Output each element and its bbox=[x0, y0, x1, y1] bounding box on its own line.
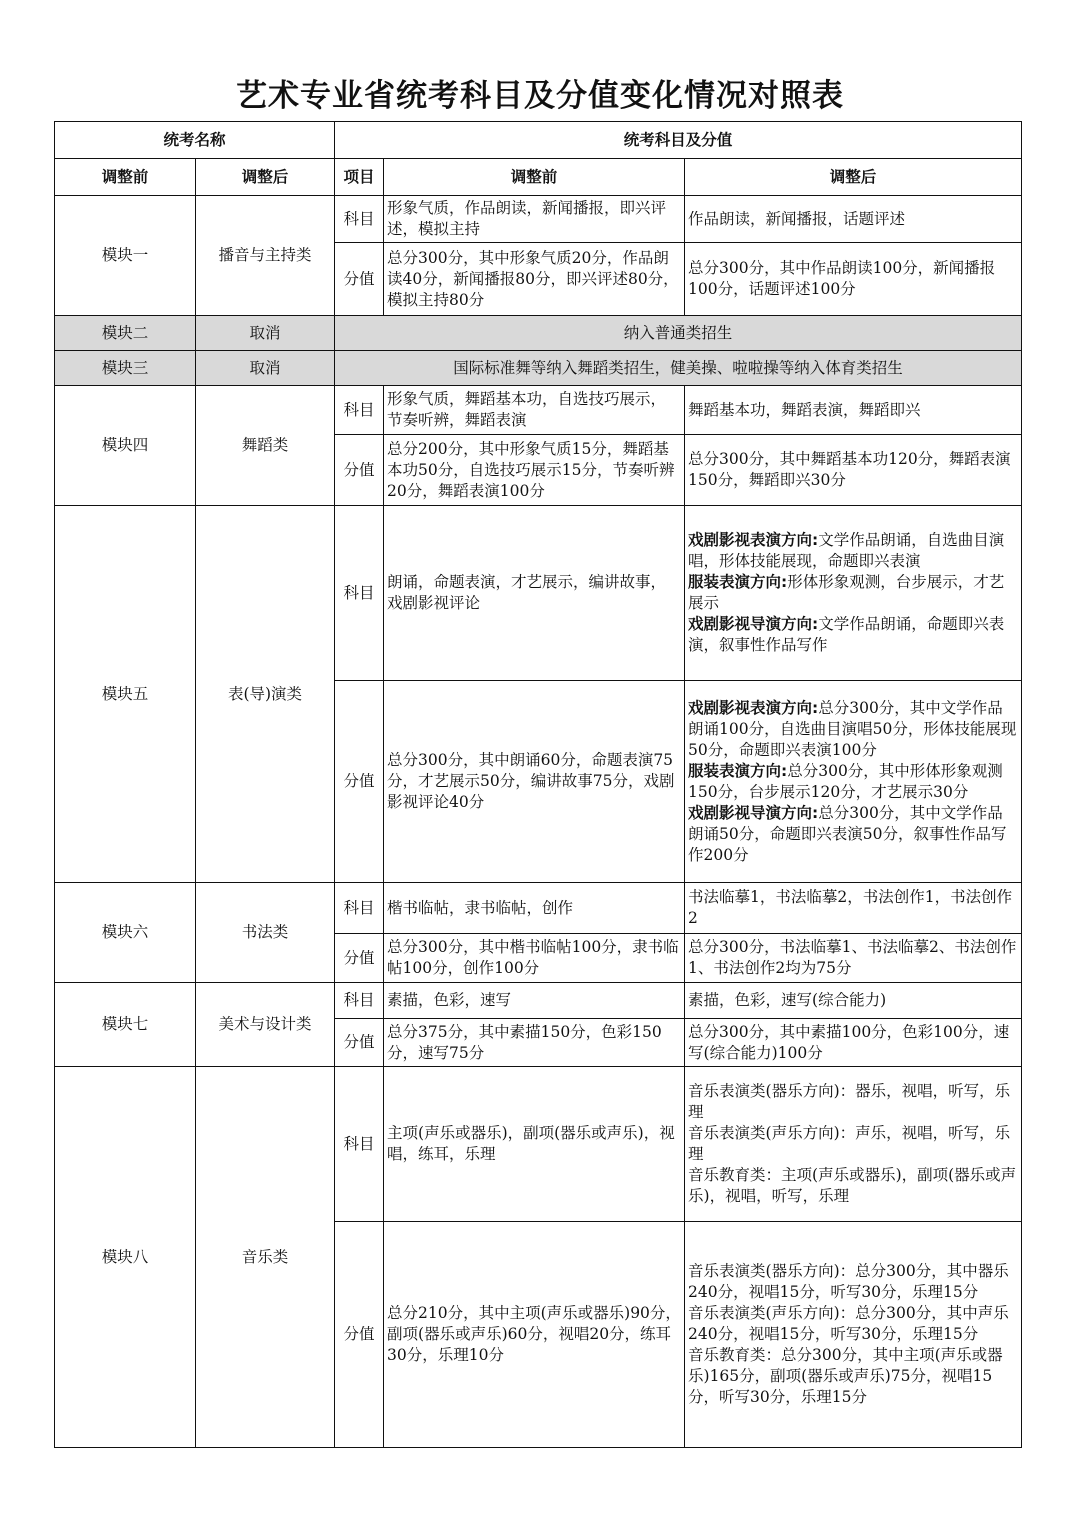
module-after: 音乐类 bbox=[196, 1067, 335, 1448]
comparison-table bbox=[54, 121, 1022, 1448]
table-row bbox=[55, 386, 1022, 435]
scores-before: 总分300分，其中楷书临帖100分，隶书临帖100分，创作100分 bbox=[384, 934, 685, 983]
module-after: 舞蹈类 bbox=[196, 386, 335, 506]
subjects-after bbox=[685, 506, 1022, 681]
subjects-after: 书法临摹1，书法临摹2，书法创作1，书法创作2 bbox=[685, 883, 1022, 934]
scores-before: 总分200分，其中形象气质15分，舞蹈基本功50分，自选技巧展示15分，节奏听辨20分，舞蹈表演100分 bbox=[384, 435, 685, 506]
header-after-2: 调整后 bbox=[685, 159, 1022, 196]
page-title: 艺术专业省统考科目及分值变化情况对照表 bbox=[236, 78, 844, 114]
subjects-after bbox=[685, 1067, 1022, 1222]
module-after: 取消 bbox=[196, 316, 335, 351]
table-row bbox=[55, 506, 1022, 681]
item-label: 分值 bbox=[335, 1019, 384, 1067]
subjects-after: 素描，色彩，速写(综合能力) bbox=[685, 983, 1022, 1019]
header-exam-name: 统考名称 bbox=[55, 122, 335, 159]
module-before: 模块四 bbox=[55, 386, 196, 506]
direction-text: 形体形象观测，台步展示，才艺展示 bbox=[688, 573, 1005, 612]
item-label: 科目 bbox=[335, 883, 384, 934]
header-before: 调整前 bbox=[55, 159, 196, 196]
module-before: 模块二 bbox=[55, 316, 196, 351]
scores-after: 总分300分，其中舞蹈基本功120分，舞蹈表演150分，舞蹈即兴30分 bbox=[685, 435, 1022, 506]
direction-label: 戏剧影视导演方向: bbox=[688, 615, 819, 633]
table-row bbox=[55, 1067, 1022, 1222]
direction-text: 总分300分，其中文学作品朗诵50分，命题即兴表演50分，叙事性作品写作200分 bbox=[688, 803, 1007, 864]
module-after: 美术与设计类 bbox=[196, 983, 335, 1067]
scores-before: 总分300分，其中朗诵60分，命题表演75分，才艺展示50分，编讲故事75分，戏剧影视评论40分 bbox=[384, 681, 685, 883]
subjects-before: 朗诵，命题表演，才艺展示，编讲故事，戏剧影视评论 bbox=[384, 506, 685, 681]
music-category-line: 音乐教育类：主项(声乐或器乐)，副项(器乐或声乐)，视唱，听写，乐理 bbox=[688, 1166, 1017, 1205]
music-category-line: 音乐教育类：总分300分，其中主项(声乐或器乐)165分，副项(器乐或声乐)75分，视唱15分，听写30分，乐理15分 bbox=[688, 1346, 1003, 1406]
table-row bbox=[55, 196, 1022, 243]
module-note: 国际标准舞等纳入舞蹈类招生，健美操、啦啦操等纳入体育类招生 bbox=[335, 351, 1022, 386]
table-row bbox=[55, 316, 1022, 351]
module-before: 模块八 bbox=[55, 1067, 196, 1448]
table-row bbox=[55, 983, 1022, 1019]
module-before: 模块三 bbox=[55, 351, 196, 386]
scores-before: 总分375分，其中素描150分，色彩150分，速写75分 bbox=[384, 1019, 685, 1067]
item-label: 科目 bbox=[335, 983, 384, 1019]
module-note: 纳入普通类招生 bbox=[335, 316, 1022, 351]
scores-after: 总分300分，书法临摹1、书法临摹2、书法创作1、书法创作2均为75分 bbox=[685, 934, 1022, 983]
item-label: 科目 bbox=[335, 1067, 384, 1222]
direction-text: 总分300分，其中文学作品朗诵100分，自选曲目演唱50分，形体技能展现50分，命题即兴表演100分 bbox=[688, 698, 1017, 759]
direction-label: 服装表演方向: bbox=[688, 573, 788, 591]
item-label: 分值 bbox=[335, 934, 384, 983]
scores-before: 总分210分，其中主项(声乐或器乐)90分，副项(器乐或声乐)60分，视唱20分，练耳30分，乐理10分 bbox=[384, 1222, 685, 1448]
item-label: 科目 bbox=[335, 386, 384, 435]
item-label: 科目 bbox=[335, 506, 384, 681]
item-label: 分值 bbox=[335, 243, 384, 316]
direction-text: 文学作品朗诵，命题即兴表演，叙事性作品写作 bbox=[688, 615, 1005, 654]
subjects-after: 舞蹈基本功，舞蹈表演，舞蹈即兴 bbox=[685, 386, 1022, 435]
scores-after bbox=[685, 681, 1022, 883]
direction-label: 戏剧影视导演方向: bbox=[688, 803, 819, 822]
table-row bbox=[55, 883, 1022, 934]
header-item: 项目 bbox=[335, 159, 384, 196]
music-category-line: 音乐表演类(声乐方向)：总分300分，其中声乐240分，视唱15分，听写30分，乐理15分 bbox=[688, 1304, 1009, 1343]
scores-after bbox=[685, 1222, 1022, 1448]
table-row bbox=[55, 351, 1022, 386]
direction-label: 戏剧影视表演方向: bbox=[688, 531, 819, 549]
scores-after: 总分300分，其中素描100分，色彩100分，速写(综合能力)100分 bbox=[685, 1019, 1022, 1067]
item-label: 科目 bbox=[335, 196, 384, 243]
scores-after: 总分300分，其中作品朗读100分，新闻播报100分，话题评述100分 bbox=[685, 243, 1022, 316]
module-after: 播音与主持类 bbox=[196, 196, 335, 316]
module-before: 模块七 bbox=[55, 983, 196, 1067]
direction-label: 戏剧影视表演方向: bbox=[688, 698, 819, 717]
header-before-2: 调整前 bbox=[384, 159, 685, 196]
item-label: 分值 bbox=[335, 1222, 384, 1448]
music-category-line: 音乐表演类(器乐方向)：器乐，视唱，听写，乐理 bbox=[688, 1082, 1011, 1121]
module-before: 模块一 bbox=[55, 196, 196, 316]
direction-text: 总分300分，其中形体形象观测150分，台步展示120分，才艺展示30分 bbox=[688, 761, 1003, 801]
header-subjects-scores: 统考科目及分值 bbox=[335, 122, 1022, 159]
scores-before: 总分300分，其中形象气质20分，作品朗读40分，新闻播报80分，即兴评述80分，模拟主持80分 bbox=[384, 243, 685, 316]
subjects-before: 素描，色彩，速写 bbox=[384, 983, 685, 1019]
subjects-before: 楷书临帖，隶书临帖，创作 bbox=[384, 883, 685, 934]
music-category-line: 音乐表演类(器乐方向)：总分300分，其中器乐240分，视唱15分，听写30分，乐理15分 bbox=[688, 1262, 1009, 1301]
direction-text: 文学作品朗诵，自选曲目演唱，形体技能展现，命题即兴表演 bbox=[688, 531, 1005, 570]
subjects-after: 作品朗读，新闻播报，话题评述 bbox=[685, 196, 1022, 243]
module-after: 取消 bbox=[196, 351, 335, 386]
music-category-line: 音乐表演类(声乐方向)：声乐，视唱，听写，乐理 bbox=[688, 1124, 1011, 1163]
module-after: 书法类 bbox=[196, 883, 335, 983]
item-label: 分值 bbox=[335, 435, 384, 506]
module-before: 模块五 bbox=[55, 506, 196, 883]
item-label: 分值 bbox=[335, 681, 384, 883]
subjects-before: 形象气质，作品朗读，新闻播报，即兴评述，模拟主持 bbox=[384, 196, 685, 243]
direction-label: 服装表演方向: bbox=[688, 761, 788, 780]
header-after: 调整后 bbox=[196, 159, 335, 196]
module-before: 模块六 bbox=[55, 883, 196, 983]
header-row-2 bbox=[55, 159, 1022, 196]
subjects-before: 主项(声乐或器乐)，副项(器乐或声乐)，视唱，练耳，乐理 bbox=[384, 1067, 685, 1222]
module-after: 表(导)演类 bbox=[196, 506, 335, 883]
header-row-1 bbox=[55, 122, 1022, 159]
subjects-before: 形象气质，舞蹈基本功，自选技巧展示，节奏听辨，舞蹈表演 bbox=[384, 386, 685, 435]
